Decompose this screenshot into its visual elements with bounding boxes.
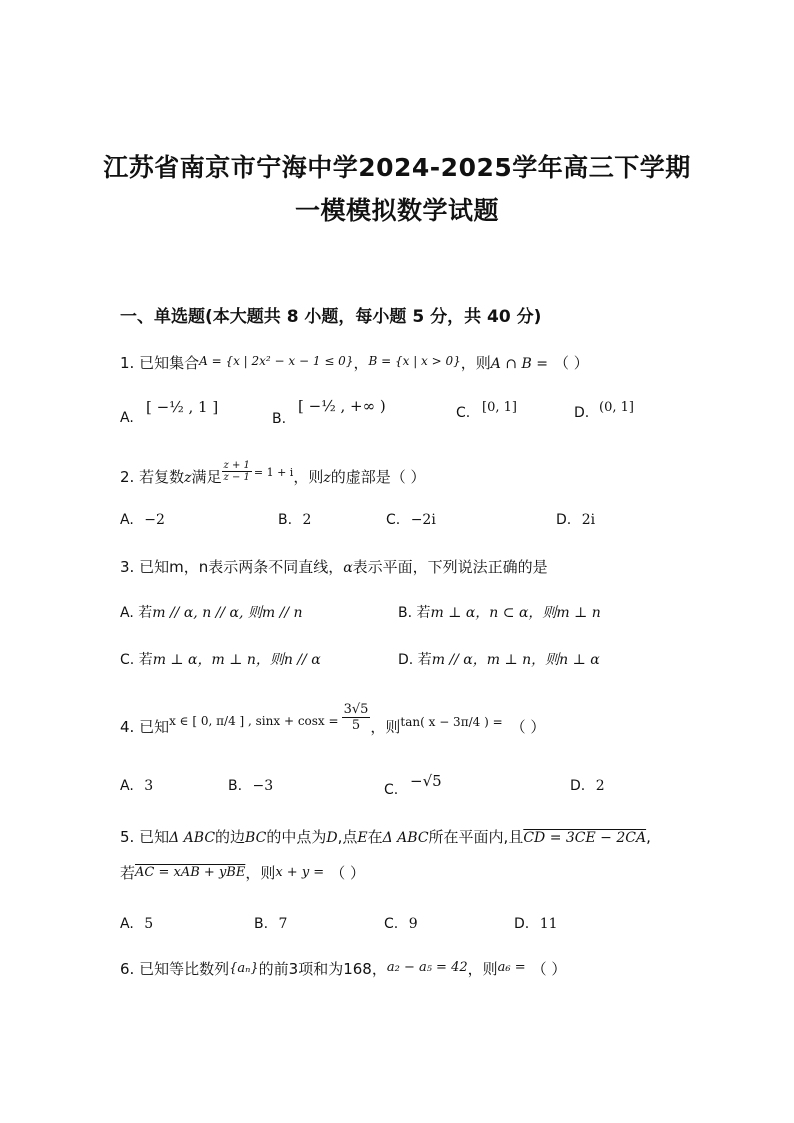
question-1-option-c bbox=[456, 405, 470, 421]
question-5-sum: x + y = bbox=[275, 865, 325, 880]
question-6-target: a₆ = bbox=[497, 960, 526, 975]
question-4-condition: x ∈ [ 0, π/4 ] , sinx + cosx = bbox=[169, 714, 339, 728]
option-label: B. bbox=[272, 411, 287, 427]
question-2-option-a bbox=[120, 512, 165, 528]
option-label: A. bbox=[120, 916, 134, 932]
question-1-tail: ，则 bbox=[460, 354, 491, 372]
question-5-blank: （ ） bbox=[330, 864, 365, 882]
question-2-option-b bbox=[278, 512, 311, 528]
option-value: m // α，m ⊥ n，则n ⊥ α bbox=[431, 652, 600, 668]
question-4 bbox=[120, 702, 546, 743]
question-1-option-d-value: (0, 1] bbox=[599, 400, 634, 415]
question-5-line1 bbox=[120, 826, 651, 847]
question-1-blank: （ ） bbox=[554, 354, 589, 372]
option-label: C. bbox=[456, 405, 471, 421]
question-6 bbox=[120, 958, 566, 979]
option-value: 3 bbox=[144, 778, 154, 794]
option-value: 5 bbox=[144, 916, 154, 932]
option-value: 9 bbox=[408, 916, 418, 932]
question-5-text: ,点 bbox=[337, 828, 358, 846]
question-6-sequence: {aₙ} bbox=[229, 961, 259, 976]
question-4-lead: 4. 已知 bbox=[120, 718, 170, 736]
question-3 bbox=[120, 556, 548, 577]
question-5-text: , bbox=[646, 828, 651, 846]
option-label: A. bbox=[120, 512, 134, 528]
option-pre: 若 bbox=[417, 652, 432, 668]
question-5-text: ，则 bbox=[245, 864, 276, 882]
question-3-tail: 表示平面，下列说法正确的是 bbox=[352, 558, 548, 576]
question-4-blank: （ ） bbox=[510, 718, 546, 736]
question-3-option-c bbox=[120, 649, 321, 669]
question-5-option-d bbox=[514, 916, 558, 932]
question-3-option-b bbox=[398, 602, 601, 622]
question-5-vector-eq2: AC = xAB + yBE bbox=[135, 865, 246, 880]
question-1-option-c-value: [0, 1] bbox=[482, 400, 517, 415]
question-3-option-d bbox=[398, 649, 600, 669]
option-label: B. bbox=[228, 778, 243, 794]
option-label: D. bbox=[574, 405, 590, 421]
question-2-fraction bbox=[222, 460, 252, 483]
option-value: 11 bbox=[539, 916, 558, 932]
option-value: m ⊥ α，n ⊂ α，则m ⊥ n bbox=[430, 605, 601, 621]
question-5-text: 若 bbox=[120, 864, 136, 882]
question-2-frac-num: z + 1 bbox=[223, 460, 250, 471]
option-label: D. bbox=[570, 778, 586, 794]
option-label: B. bbox=[278, 512, 293, 528]
question-2-frac-den: z − 1 bbox=[223, 472, 250, 483]
question-4-option-c bbox=[384, 782, 398, 798]
option-label: D. bbox=[556, 512, 572, 528]
question-1-option-a-value: [ −½ , 1 ] bbox=[146, 398, 219, 416]
question-3-alpha: α bbox=[343, 560, 353, 576]
option-value: 2 bbox=[595, 778, 605, 794]
option-label: C. bbox=[384, 916, 399, 932]
question-4-tail1: ，则 bbox=[370, 718, 401, 736]
question-4-frac-num: 3√5 bbox=[343, 702, 369, 717]
question-4-fraction bbox=[342, 702, 371, 733]
question-2-option-c bbox=[386, 512, 436, 528]
question-3-lead: 3. 已知m，n表示两条不同直线， bbox=[120, 558, 344, 576]
question-2-option-d bbox=[556, 512, 595, 528]
question-4-expression: tan( x − 3π/4 ) = bbox=[400, 715, 503, 729]
question-5-vector-eq: CD = 3CE − 2CA bbox=[523, 830, 647, 846]
option-label: B. bbox=[254, 916, 269, 932]
question-2-tail2: 的虚部是（ ） bbox=[330, 468, 426, 486]
option-label: C. bbox=[384, 782, 399, 798]
question-3-option-a bbox=[120, 602, 303, 622]
question-5-option-b bbox=[254, 916, 287, 932]
question-1-lead: 1. 已知集合 bbox=[120, 354, 200, 372]
option-label: D. bbox=[398, 652, 414, 668]
option-label: C. bbox=[120, 652, 135, 668]
option-label: A. bbox=[120, 410, 134, 426]
question-1-option-b bbox=[272, 411, 286, 427]
question-1-option-a bbox=[120, 410, 134, 426]
option-value: m // α, n // α, 则m // n bbox=[152, 605, 303, 621]
option-value: −3 bbox=[252, 778, 274, 794]
question-1 bbox=[120, 352, 589, 373]
option-pre: 若 bbox=[416, 605, 431, 621]
question-5-point-e: E bbox=[357, 830, 368, 846]
question-5-text: 的边 bbox=[215, 828, 246, 846]
question-6-condition: a₂ − a₅ = 42 bbox=[386, 960, 468, 975]
option-value: 2i bbox=[581, 512, 596, 528]
question-2-var-z2: z bbox=[323, 470, 331, 486]
option-value: 2 bbox=[302, 512, 312, 528]
question-1-option-d bbox=[574, 405, 589, 421]
question-1-sep: ， bbox=[353, 354, 369, 372]
section-heading: 一、单选题(本大题共 8 小题，每小题 5 分，共 40 分) bbox=[120, 307, 542, 327]
question-4-option-c-value: −√5 bbox=[410, 772, 442, 790]
question-5-lead: 5. 已知 bbox=[120, 828, 170, 846]
question-2-var-z: z bbox=[184, 470, 192, 486]
question-2 bbox=[120, 460, 426, 489]
question-5-triangle2: Δ ABC bbox=[382, 830, 429, 846]
question-4-frac-den: 5 bbox=[351, 718, 361, 733]
question-4-option-d bbox=[570, 778, 605, 794]
document-title-line2: 一模模拟数学试题 bbox=[294, 196, 499, 225]
question-6-tail1: ，则 bbox=[467, 960, 498, 978]
option-value: m ⊥ α，m ⊥ n，则n // α bbox=[152, 652, 321, 668]
question-2-tail1: ，则 bbox=[293, 468, 324, 486]
question-5-triangle: Δ ABC bbox=[169, 830, 216, 846]
question-5-text: 的中点为 bbox=[266, 828, 327, 846]
option-value: 7 bbox=[278, 916, 288, 932]
option-value: −2 bbox=[144, 512, 165, 528]
question-5-option-c bbox=[384, 916, 418, 932]
question-1-option-b-value: [ −½ , +∞ ) bbox=[298, 397, 386, 415]
question-6-lead: 6. 已知等比数列 bbox=[120, 960, 230, 978]
question-2-mid: 满足 bbox=[191, 468, 222, 486]
question-5-line2 bbox=[120, 862, 365, 883]
question-4-option-a bbox=[120, 778, 153, 794]
option-label: A. bbox=[120, 778, 134, 794]
question-5-text: 所在平面内,且 bbox=[428, 828, 524, 846]
option-pre: 若 bbox=[138, 605, 153, 621]
option-label: A. bbox=[120, 605, 134, 621]
option-pre: 若 bbox=[138, 652, 153, 668]
option-label: D. bbox=[514, 916, 530, 932]
question-1-set-b: B = {x | x > 0} bbox=[368, 354, 461, 368]
question-4-option-b bbox=[228, 778, 273, 794]
question-2-rhs: = 1 + i bbox=[253, 466, 294, 479]
option-label: B. bbox=[398, 605, 413, 621]
document-title-line1: 江苏省南京市宁海中学2024-2025学年高三下学期 bbox=[103, 153, 691, 182]
question-5-point-d: D bbox=[326, 830, 338, 846]
option-value: −2i bbox=[410, 512, 436, 528]
question-1-intersection: A ∩ B = bbox=[490, 356, 548, 372]
question-5-option-a bbox=[120, 916, 153, 932]
question-5-side-bc: BC bbox=[245, 830, 267, 846]
question-5-text: 在 bbox=[367, 828, 383, 846]
question-6-blank: （ ） bbox=[531, 960, 567, 978]
question-6-mid: 的前3项和为168， bbox=[258, 960, 387, 978]
option-label: C. bbox=[386, 512, 401, 528]
question-1-set-a: A = {x | 2x² − x − 1 ≤ 0} bbox=[199, 354, 354, 368]
question-2-lead: 2. 若复数 bbox=[120, 468, 185, 486]
